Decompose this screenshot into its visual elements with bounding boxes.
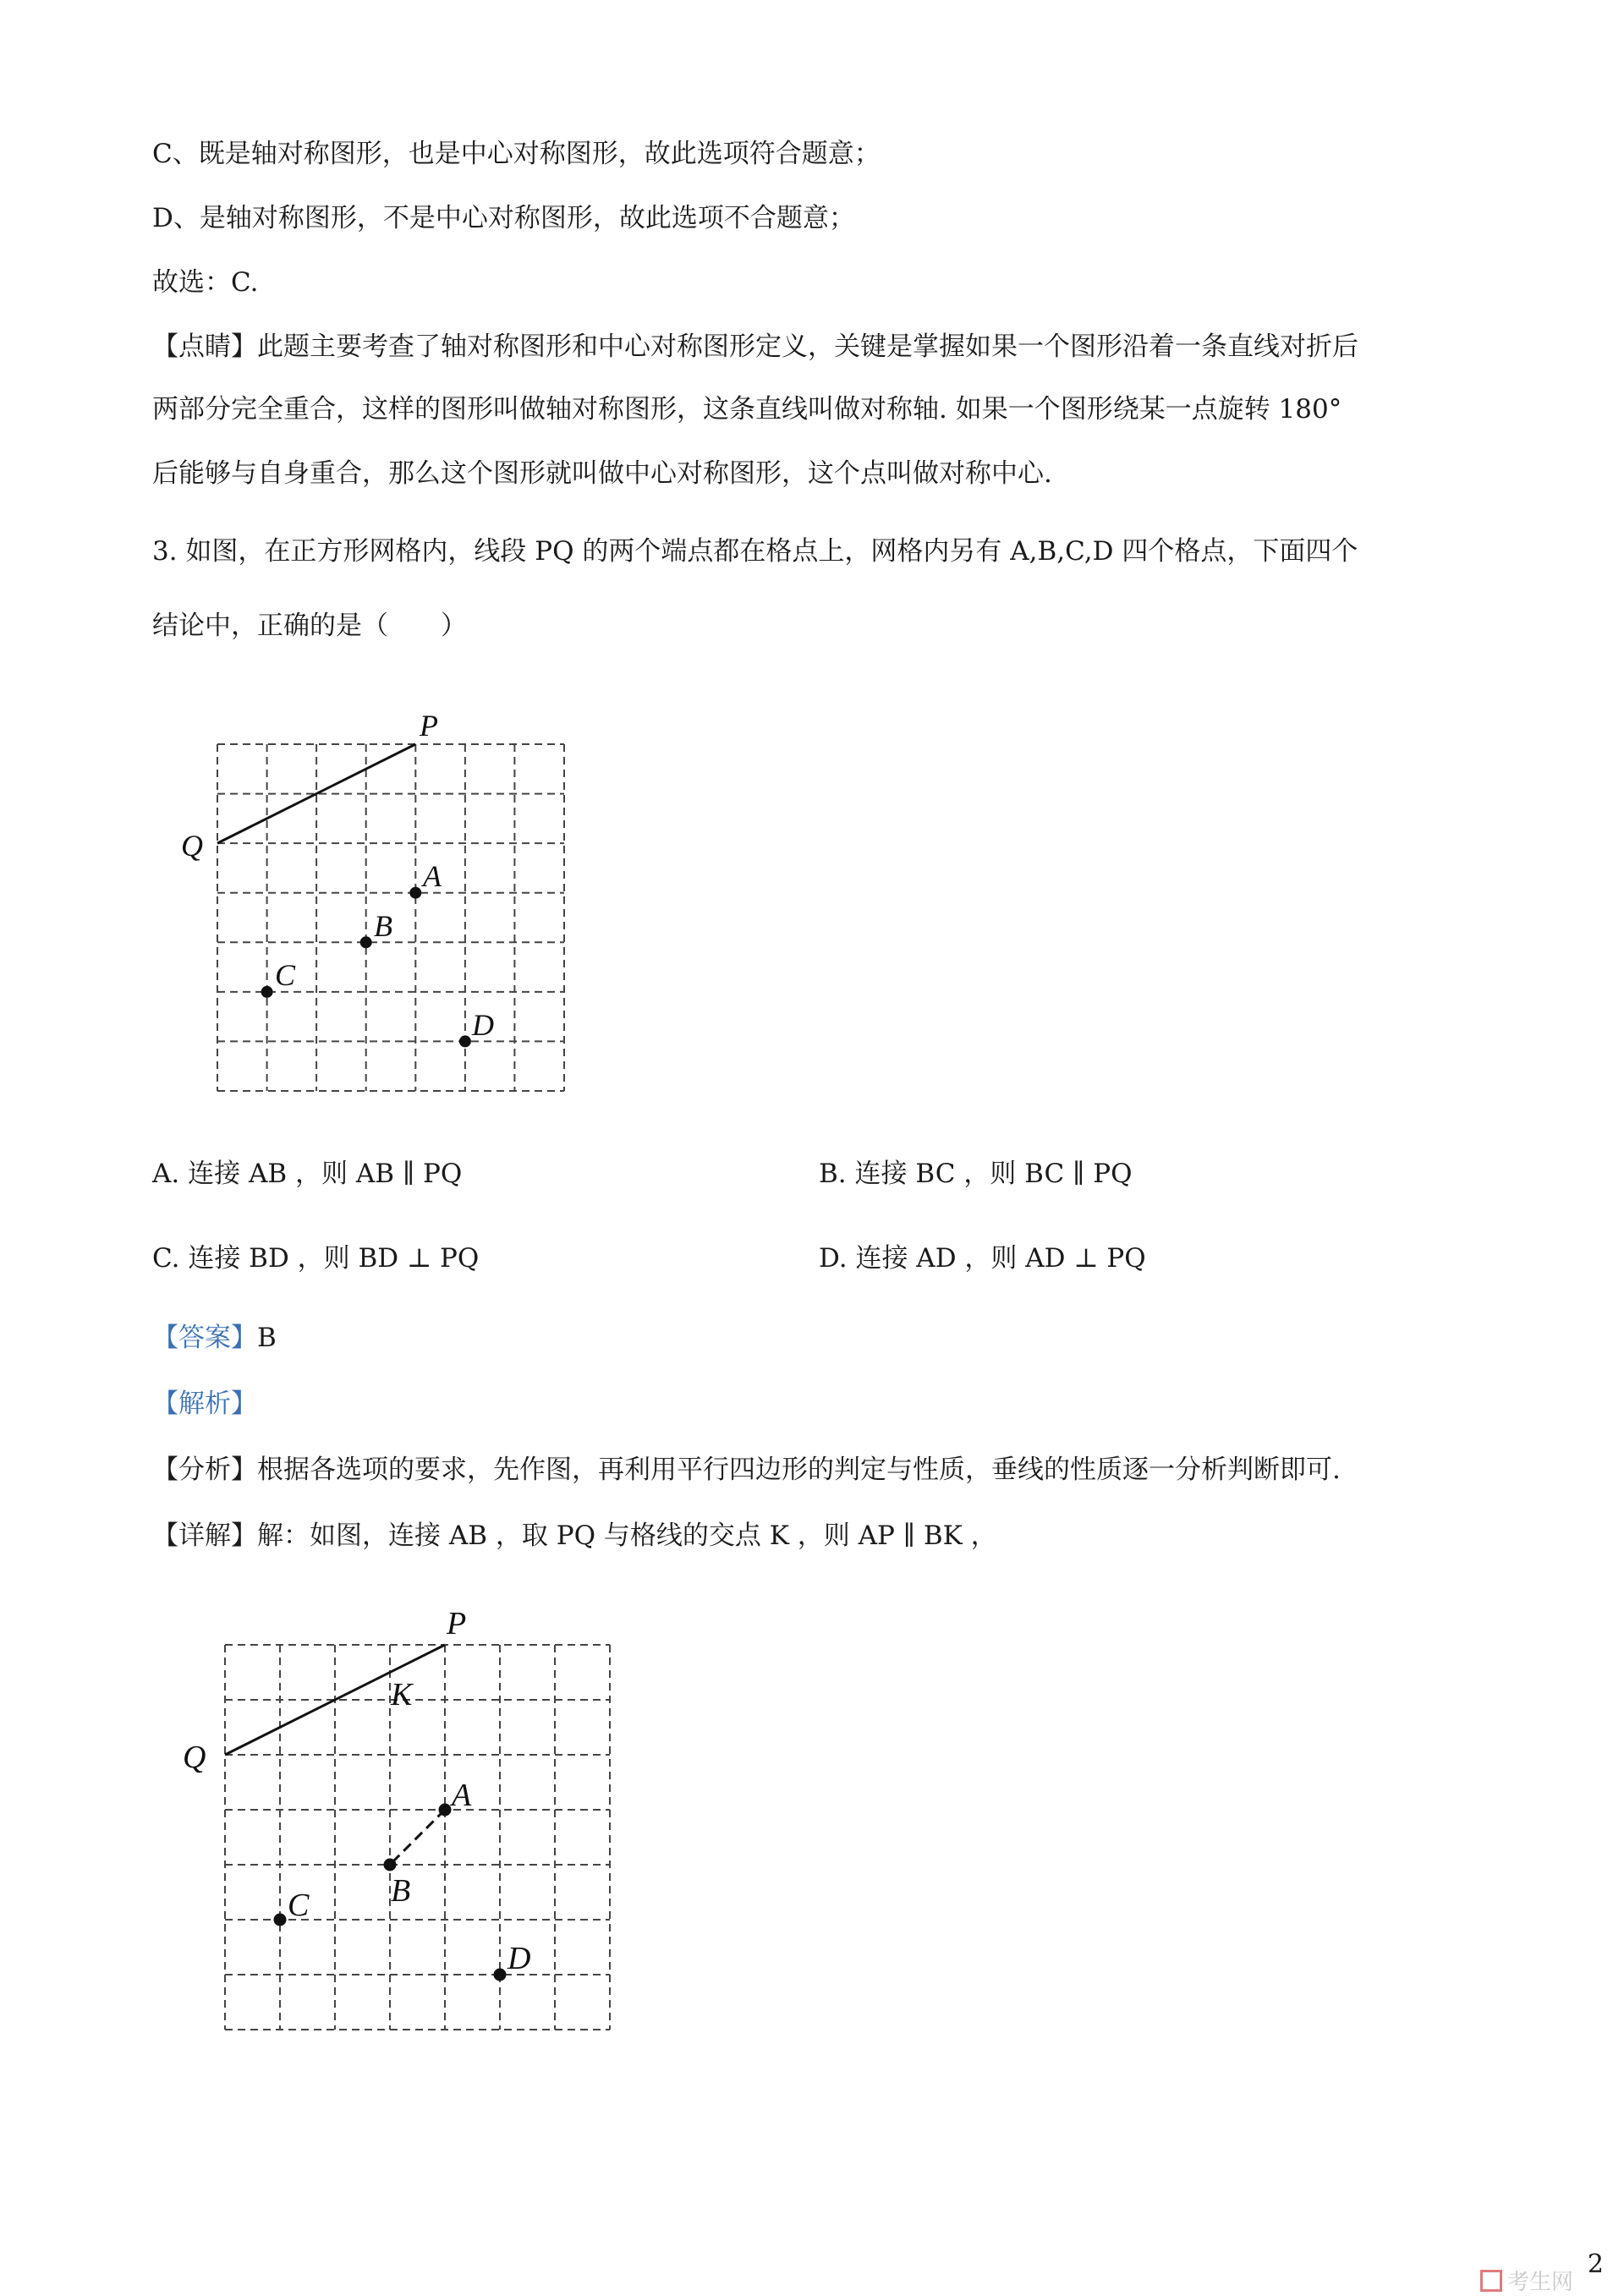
label-b-2: B [391,1873,411,1909]
point-b [360,936,372,948]
option-d: D. 连接 AD ，则 AD ⊥ PQ [819,1243,1146,1274]
watermark-text: 考生网 [1506,2270,1573,2295]
page-number: 2 [1587,2249,1604,2279]
option-a: A. 连接 AB ，则 AB ∥ PQ [152,1159,463,1189]
option-c: C. 连接 BD ，则 BD ⊥ PQ [152,1243,480,1274]
question-3: 3. 如图，在正方形网格内，线段 PQ 的两个端点都在格点上，网格内另有 A,B,C,D 四个格点，下面四个 [152,536,1358,567]
answer-value: B [257,1323,277,1353]
answer-tag: 【答案】 [152,1323,257,1353]
text-line-choice: 故选：C. [152,267,259,298]
figure-2-grid [169,1598,626,2047]
watermark [1480,2265,1573,2296]
point-a-2 [439,1804,452,1817]
point-c-2 [274,1914,287,1926]
text-line-d: D、是轴对称图形，不是中心对称图形，故此选项不合题意； [152,203,855,233]
label-p-2: P [447,1606,467,1641]
jiexi-tag: 【解析】 [152,1389,257,1419]
label-d-2: D [508,1941,531,1976]
analysis: 【分析】根据各选项的要求，先作图，再利用平行四边形的判定与性质，垂线的性质逐一分析判断即可. [152,1455,1341,1485]
point-d-2 [494,1969,507,1981]
solution: 【详解】解：如图，连接 AB ，取 PQ 与格线的交点 K ，则 AP ∥ BK ， [152,1521,997,1551]
watermark-logo-icon [1480,2270,1502,2292]
figure-1-grid [169,702,584,1099]
solution-tag: 【详解】 [152,1521,257,1551]
label-d: D [472,1008,494,1042]
label-q-2: Q [183,1740,206,1775]
text-dianjing: 【点睛】此题主要考查了轴对称图形和中心对称图形定义，关键是掌握如果一个图形沿着一条直线对折后 [152,332,1358,362]
label-q: Q [181,829,203,863]
option-b: B. 连接 BC ，则 BC ∥ PQ [819,1159,1133,1189]
analysis-tag: 【分析】 [152,1455,257,1485]
point-a [409,887,421,899]
label-a: A [423,859,442,893]
label-c: C [275,958,296,992]
label-c-2: C [288,1888,310,1923]
point-d [459,1035,471,1047]
segment-ab-dashed [390,1810,445,1865]
label-b: B [374,909,392,943]
point-c [261,986,273,998]
text-dianjing-3: 后能够与自身重合，那么这个图形就叫做中心对称图形，这个点叫做对称中心. [152,458,1052,489]
label-k-2: K [391,1677,413,1712]
text-dianjing-2: 两部分完全重合，这样的图形叫做轴对称图形，这条直线叫做对称轴. 如果一个图形绕某一点旋转 180° [152,394,1342,425]
label-p: P [420,709,438,743]
answer [152,1321,277,1355]
text-line-c: C、既是轴对称图形，也是中心对称图形，故此选项符合题意； [152,139,881,169]
dianjing-tag: 【点睛】 [152,332,257,362]
point-b-2 [384,1859,397,1871]
question-3-cont: 结论中，正确的是（ ） [152,611,467,641]
label-a-2: A [452,1778,472,1813]
